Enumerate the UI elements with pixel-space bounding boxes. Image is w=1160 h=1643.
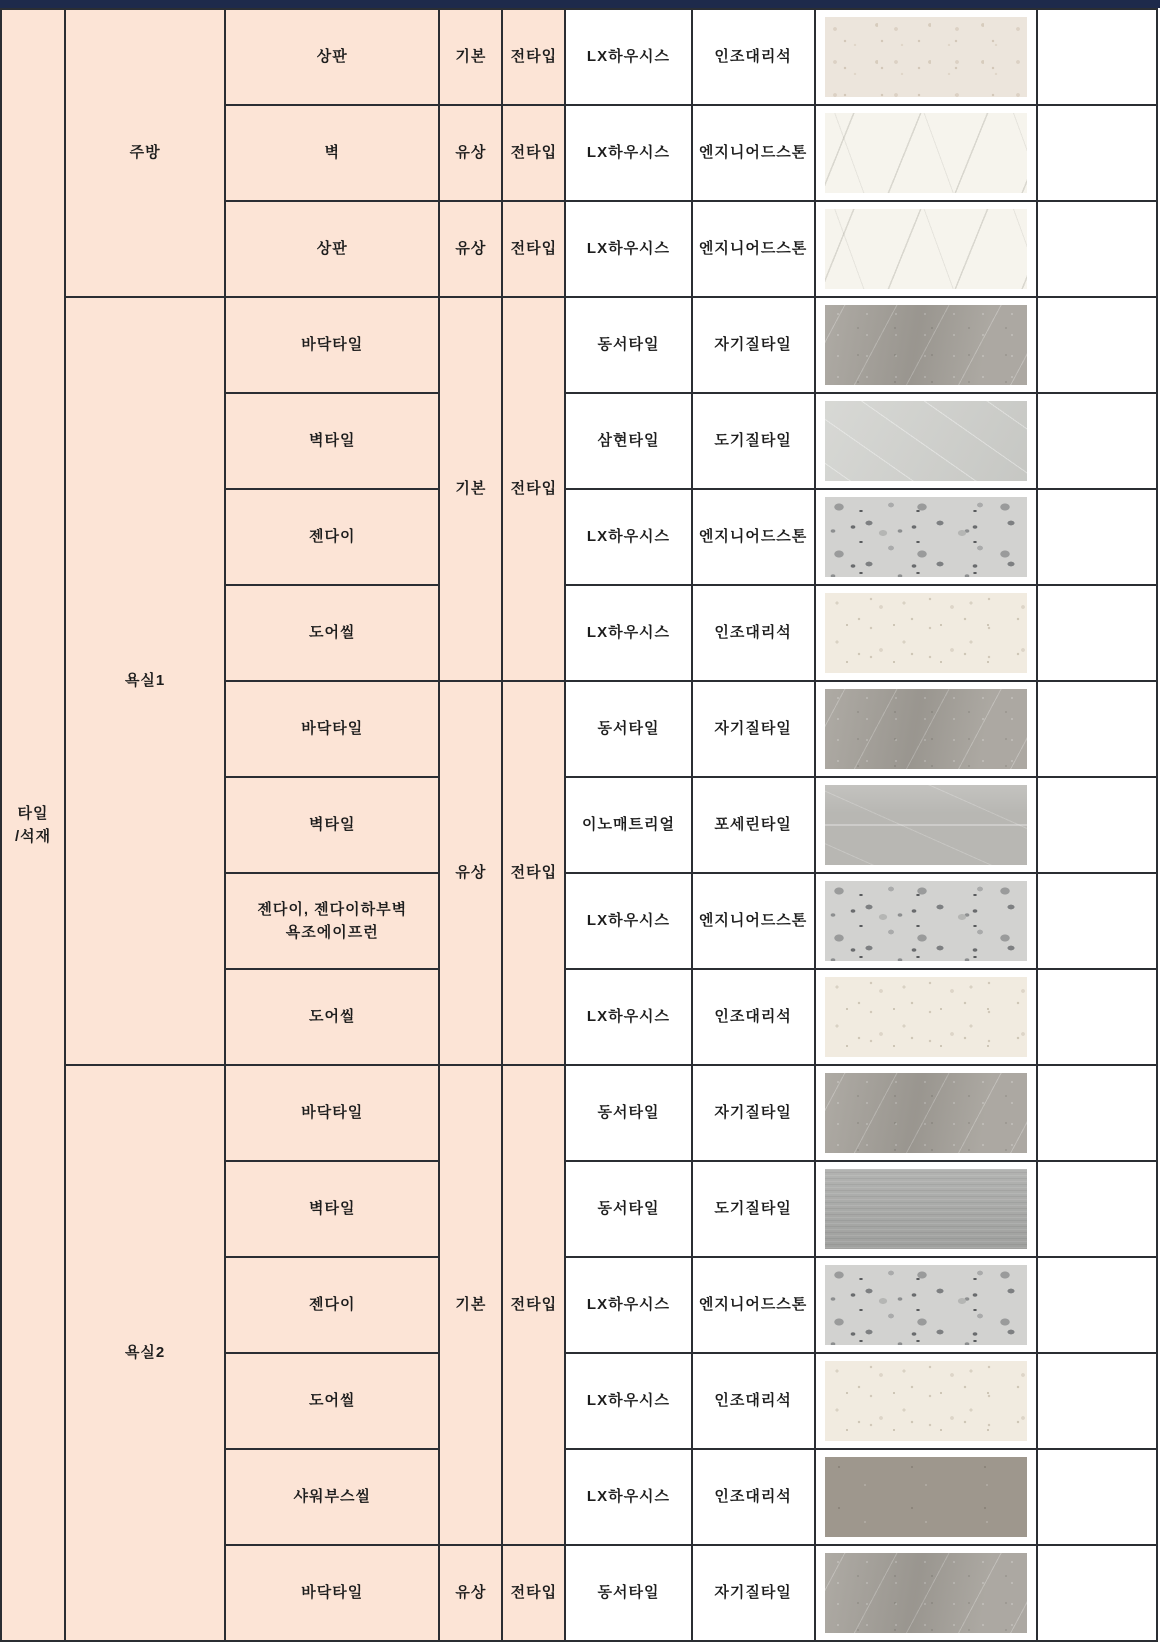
material-swatch-image <box>825 785 1027 865</box>
notes-cell <box>1037 1161 1157 1257</box>
notes-cell <box>1037 297 1157 393</box>
notes-cell <box>1037 393 1157 489</box>
material-cell: 도기질타일 <box>692 1161 815 1257</box>
pricing-cell: 기본 <box>439 9 502 105</box>
item-cell: 도어씰 <box>225 1353 439 1449</box>
swatch-cell <box>815 1161 1037 1257</box>
type-cell: 전타입 <box>502 681 565 1065</box>
item-cell: 벽타일 <box>225 393 439 489</box>
swatch-cell <box>815 489 1037 585</box>
material-cell: 엔지니어드스톤 <box>692 201 815 297</box>
finishes-table <box>0 8 1158 1642</box>
pricing-cell: 유상 <box>439 201 502 297</box>
item-cell: 상판 <box>225 201 439 297</box>
room-cell-bathroom1: 욕실1 <box>65 297 225 1065</box>
type-cell: 전타입 <box>502 1545 565 1641</box>
material-cell: 인조대리석 <box>692 585 815 681</box>
table-row <box>1 9 1157 105</box>
item-cell: 젠다이 <box>225 489 439 585</box>
swatch-cell <box>815 777 1037 873</box>
type-cell: 전타입 <box>502 1065 565 1545</box>
brand-cell: 동서타일 <box>565 1545 691 1641</box>
material-swatch-image <box>825 881 1027 961</box>
material-swatch-image <box>825 113 1027 193</box>
item-label-line2: 욕조에이프런 <box>285 924 379 941</box>
material-cell: 인조대리석 <box>692 9 815 105</box>
swatch-cell <box>815 297 1037 393</box>
item-cell: 벽 <box>225 105 439 201</box>
category-cell <box>1 9 65 1641</box>
table-row <box>1 1065 1157 1161</box>
brand-cell: 동서타일 <box>565 681 691 777</box>
notes-cell <box>1037 681 1157 777</box>
brand-cell: LX하우시스 <box>565 969 691 1065</box>
notes-cell <box>1037 9 1157 105</box>
material-cell: 도기질타일 <box>692 393 815 489</box>
notes-cell <box>1037 1353 1157 1449</box>
brand-cell: LX하우시스 <box>565 201 691 297</box>
type-cell: 전타입 <box>502 9 565 105</box>
type-cell: 전타입 <box>502 297 565 681</box>
swatch-cell <box>815 873 1037 969</box>
room-cell-kitchen: 주방 <box>65 9 225 297</box>
brand-cell: 삼현타일 <box>565 393 691 489</box>
swatch-cell <box>815 9 1037 105</box>
brand-cell: 이노매트리얼 <box>565 777 691 873</box>
brand-cell: LX하우시스 <box>565 1449 691 1545</box>
material-cell: 인조대리석 <box>692 1353 815 1449</box>
swatch-cell <box>815 201 1037 297</box>
notes-cell <box>1037 873 1157 969</box>
material-cell: 인조대리석 <box>692 1449 815 1545</box>
material-swatch-image <box>825 1265 1027 1345</box>
notes-cell <box>1037 105 1157 201</box>
item-cell: 샤워부스씰 <box>225 1449 439 1545</box>
material-swatch-image <box>825 689 1027 769</box>
item-cell: 상판 <box>225 9 439 105</box>
material-swatch-image <box>825 209 1027 289</box>
swatch-cell <box>815 585 1037 681</box>
swatch-cell <box>815 1353 1037 1449</box>
material-swatch-image <box>825 1361 1027 1441</box>
item-cell: 바닥타일 <box>225 1545 439 1641</box>
pricing-cell: 기본 <box>439 1065 502 1545</box>
material-cell: 인조대리석 <box>692 969 815 1065</box>
notes-cell <box>1037 201 1157 297</box>
notes-cell <box>1037 1545 1157 1641</box>
swatch-cell <box>815 1065 1037 1161</box>
material-swatch-image <box>825 401 1027 481</box>
item-cell: 벽타일 <box>225 777 439 873</box>
room-cell-bathroom2: 욕실2 <box>65 1065 225 1641</box>
item-cell: 도어씰 <box>225 585 439 681</box>
swatch-cell <box>815 969 1037 1065</box>
swatch-cell <box>815 393 1037 489</box>
notes-cell <box>1037 777 1157 873</box>
notes-cell <box>1037 585 1157 681</box>
notes-cell <box>1037 1065 1157 1161</box>
material-cell: 자기질타일 <box>692 681 815 777</box>
type-cell: 전타입 <box>502 105 565 201</box>
notes-cell <box>1037 969 1157 1065</box>
material-swatch-image <box>825 305 1027 385</box>
brand-cell: 동서타일 <box>565 1065 691 1161</box>
material-swatch-image <box>825 1169 1027 1249</box>
material-cell: 자기질타일 <box>692 1545 815 1641</box>
material-swatch-image <box>825 1553 1027 1633</box>
type-cell: 전타입 <box>502 201 565 297</box>
item-cell: 바닥타일 <box>225 297 439 393</box>
item-cell: 바닥타일 <box>225 1065 439 1161</box>
swatch-cell <box>815 1449 1037 1545</box>
material-cell: 자기질타일 <box>692 1065 815 1161</box>
notes-cell <box>1037 489 1157 585</box>
category-label-line2: /석재 <box>14 828 52 845</box>
swatch-cell <box>815 1545 1037 1641</box>
item-cell: 벽타일 <box>225 1161 439 1257</box>
category-label-line1: 타일 <box>17 804 49 822</box>
brand-cell: LX하우시스 <box>565 1257 691 1353</box>
swatch-cell <box>815 105 1037 201</box>
brand-cell: LX하우시스 <box>565 873 691 969</box>
brand-cell: LX하우시스 <box>565 105 691 201</box>
material-cell: 포세린타일 <box>692 777 815 873</box>
notes-cell <box>1037 1449 1157 1545</box>
table-row <box>1 297 1157 393</box>
pricing-cell: 유상 <box>439 681 502 1065</box>
brand-cell: LX하우시스 <box>565 585 691 681</box>
swatch-cell <box>815 1257 1037 1353</box>
material-swatch-image <box>825 497 1027 577</box>
brand-cell: LX하우시스 <box>565 9 691 105</box>
material-swatch-image <box>825 1457 1027 1537</box>
brand-cell: 동서타일 <box>565 1161 691 1257</box>
pricing-cell: 기본 <box>439 297 502 681</box>
swatch-cell <box>815 681 1037 777</box>
material-swatch-image <box>825 17 1027 97</box>
material-cell: 자기질타일 <box>692 297 815 393</box>
item-cell: 바닥타일 <box>225 681 439 777</box>
brand-cell: LX하우시스 <box>565 489 691 585</box>
item-cell <box>225 873 439 969</box>
notes-cell <box>1037 1257 1157 1353</box>
brand-cell: LX하우시스 <box>565 1353 691 1449</box>
brand-cell: 동서타일 <box>565 297 691 393</box>
material-swatch-image <box>825 593 1027 673</box>
material-cell: 엔지니어드스톤 <box>692 489 815 585</box>
pricing-cell: 유상 <box>439 105 502 201</box>
material-cell: 엔지니어드스톤 <box>692 873 815 969</box>
material-swatch-image <box>825 1073 1027 1153</box>
material-cell: 엔지니어드스톤 <box>692 105 815 201</box>
item-label-line1: 젠다이, 젠다이하부벽 <box>257 900 408 918</box>
material-cell: 엔지니어드스톤 <box>692 1257 815 1353</box>
pricing-cell: 유상 <box>439 1545 502 1641</box>
section-divider-bar <box>0 0 1160 8</box>
item-cell: 젠다이 <box>225 1257 439 1353</box>
item-cell: 도어씰 <box>225 969 439 1065</box>
material-swatch-image <box>825 977 1027 1057</box>
